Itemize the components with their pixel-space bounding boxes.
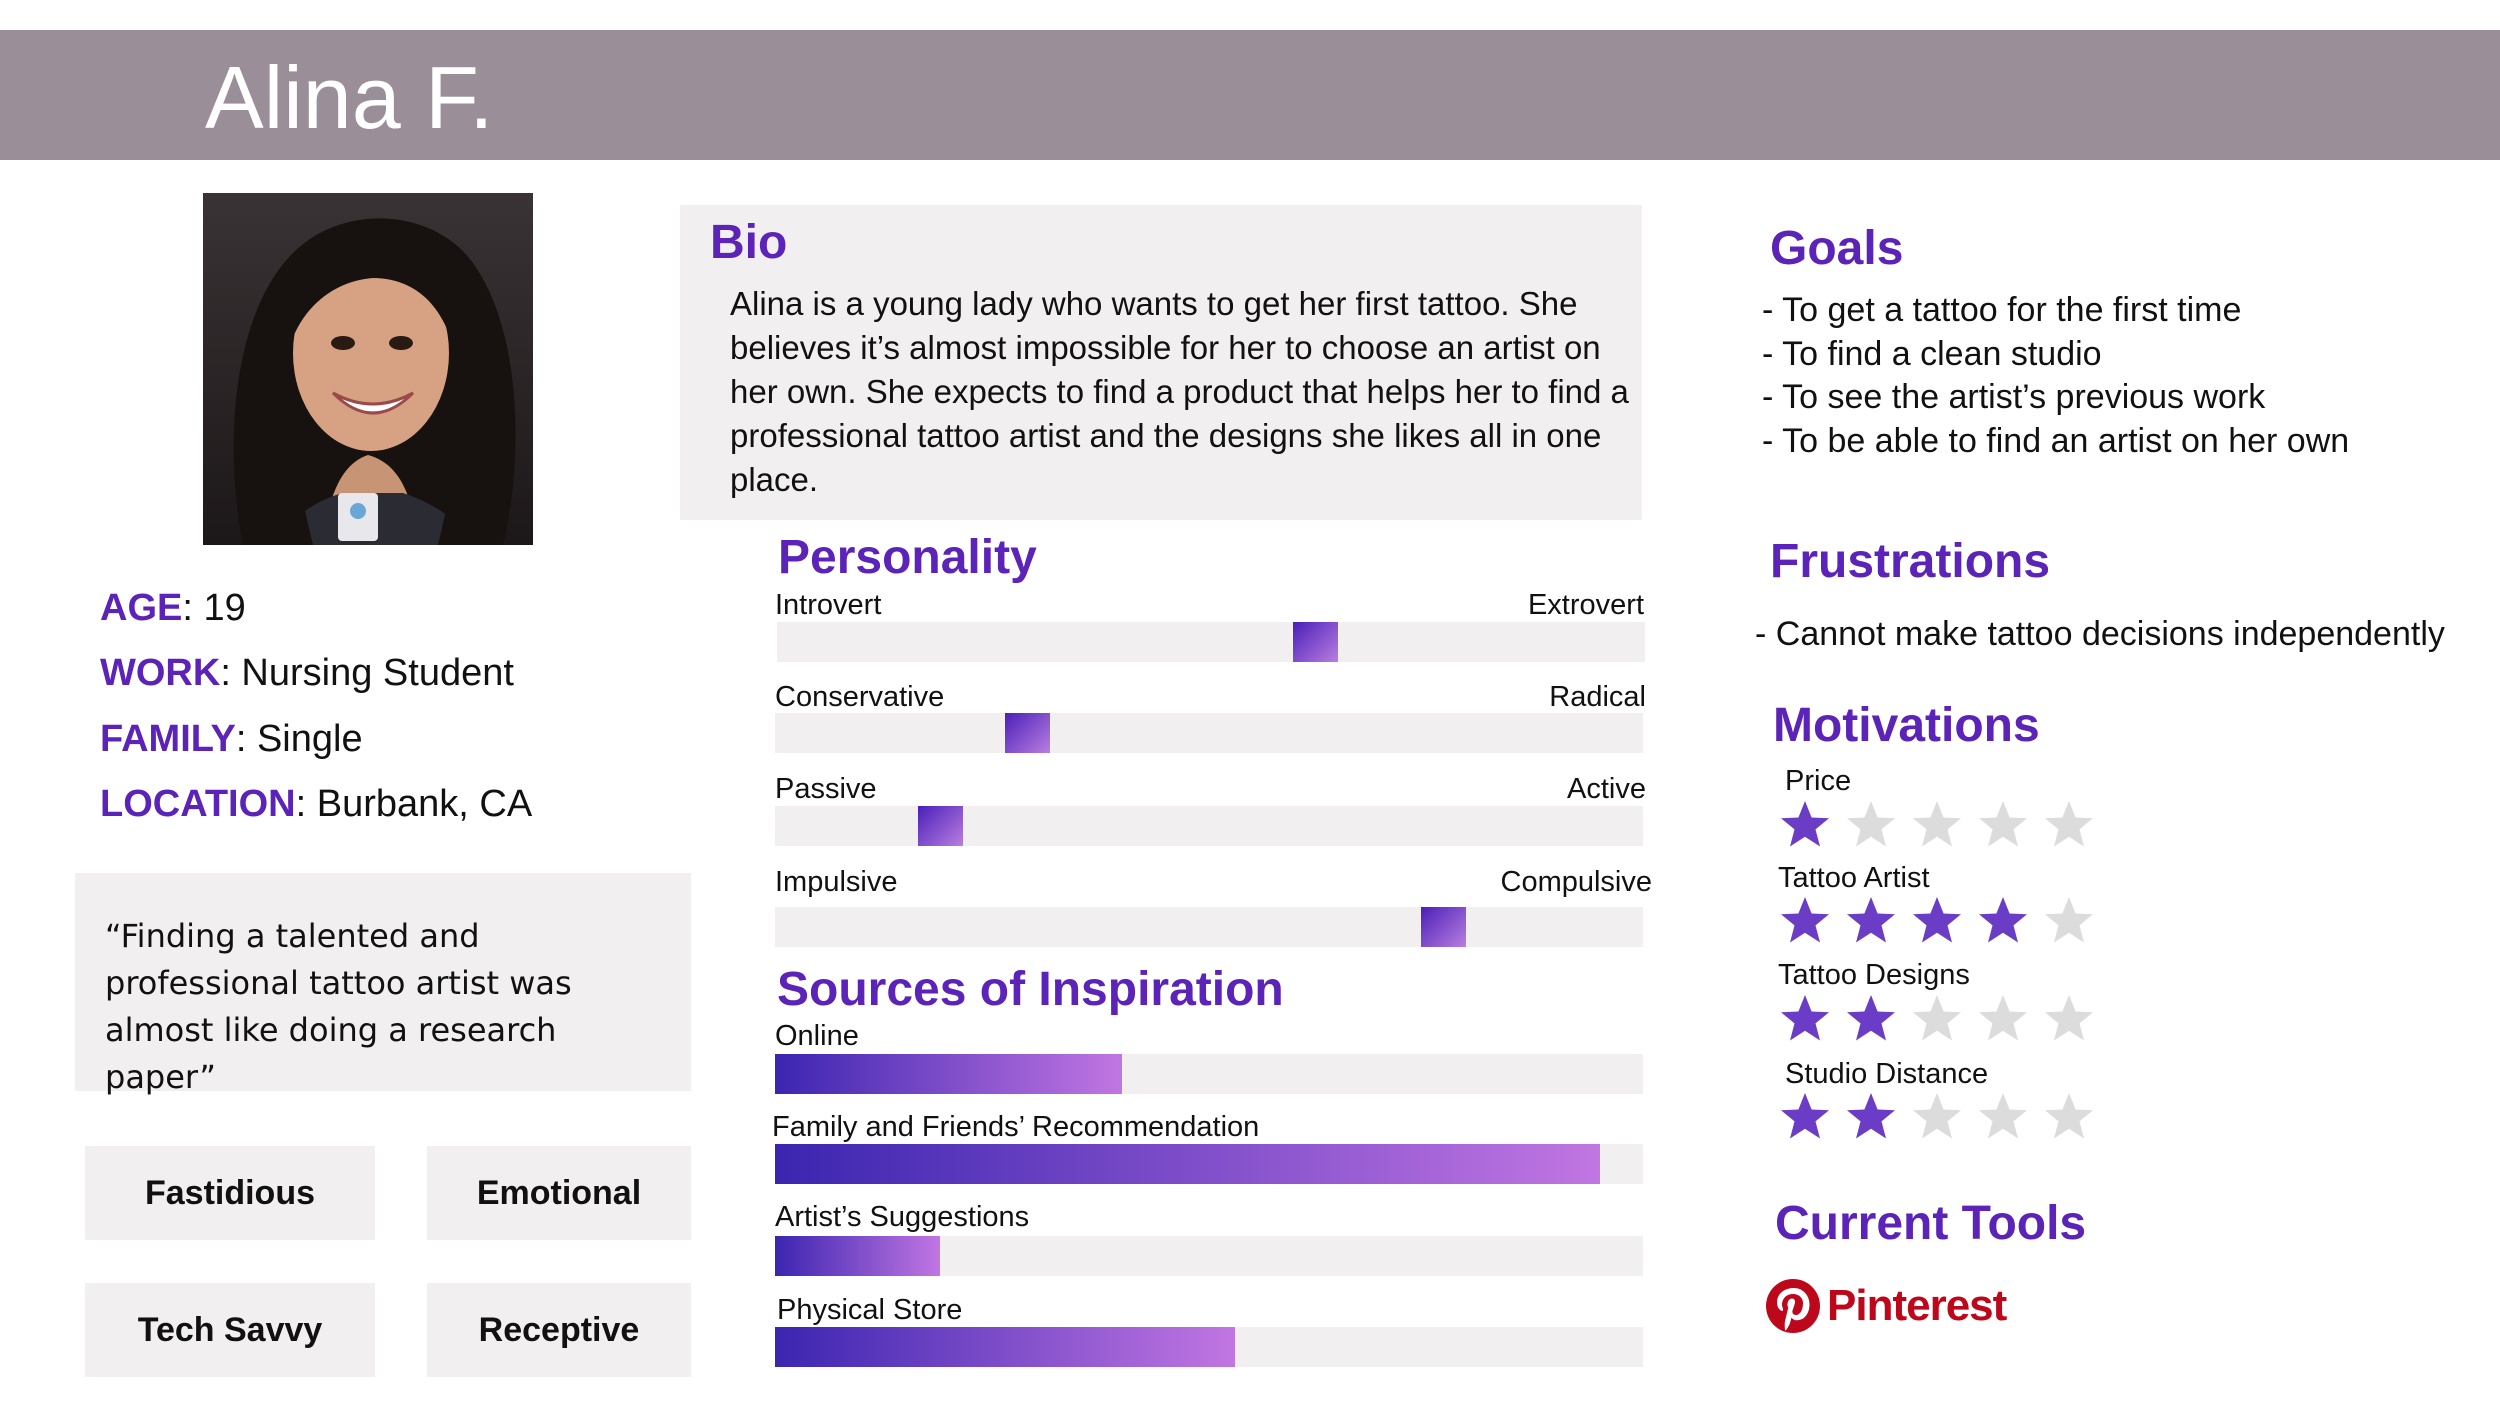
motivation-designs-label: Tattoo Designs: [1778, 959, 1970, 991]
personality-track: [775, 907, 1643, 947]
source-fill: [775, 1327, 1235, 1367]
demo-age-value: : 19: [182, 587, 246, 629]
source-online-label: Online: [775, 1020, 859, 1052]
persona-photo-illustration: [203, 193, 533, 545]
personality-thumb: [1293, 622, 1338, 662]
trait-receptive: Receptive: [427, 1283, 691, 1377]
star-filled-icon: [1910, 894, 1964, 948]
source-fill: [775, 1236, 940, 1276]
demo-age-key: AGE: [100, 587, 183, 629]
personality-thumb: [918, 806, 963, 846]
star-filled-icon: [1844, 992, 1898, 1046]
trait-tech-savvy: Tech Savvy: [85, 1283, 375, 1377]
motivation-artist-label: Tattoo Artist: [1778, 862, 1930, 894]
bio-text: Alina is a young lady who wants to get her first tattoo. She believes it’s almost impossible for her to choose an artist on her own. She expects to find a product that helps her to find a professional tattoo artist and the designs she likes all in one place.: [730, 285, 1629, 498]
source-fill: [775, 1144, 1600, 1184]
star-filled-icon: [1778, 992, 1832, 1046]
star-empty-icon: [1910, 1090, 1964, 1144]
star-empty-icon: [2042, 1090, 2096, 1144]
motivation-distance-label: Studio Distance: [1785, 1058, 1989, 1090]
star-empty-icon: [2042, 798, 2096, 852]
motivation-rating: [1778, 894, 2096, 948]
star-filled-icon: [1778, 1090, 1832, 1144]
scale-passive-label: Passive: [775, 773, 877, 805]
motivations-title: Motivations: [1773, 699, 2040, 752]
star-filled-icon: [1778, 798, 1832, 852]
star-empty-icon: [2042, 894, 2096, 948]
pinterest-wordmark: Pinterest: [1827, 1281, 2007, 1330]
demo-work-key: WORK: [100, 652, 221, 694]
personality-track: [775, 806, 1643, 846]
goal-item: - To see the artist’s previous work: [1762, 378, 2266, 416]
source-track: [775, 1144, 1643, 1184]
demo-work: [100, 650, 514, 696]
demo-location-key: LOCATION: [100, 783, 296, 825]
source-fill: [775, 1054, 1122, 1094]
tool-pinterest: [1765, 1278, 2006, 1334]
goal-item: - To be able to find an artist on her own: [1762, 422, 2350, 460]
quote-text: “Finding a talented and professional tattoo artist was almost like doing a research paper”: [105, 917, 572, 1096]
scale-introvert-label: Introvert: [775, 589, 882, 621]
source-artist-label: Artist’s Suggestions: [775, 1201, 1030, 1233]
scale-active-label: Active: [1567, 773, 1646, 805]
sources-title: Sources of Inspiration: [777, 963, 1284, 1016]
motivation-rating: [1778, 992, 2096, 1046]
star-filled-icon: [1976, 894, 2030, 948]
demo-family: [100, 716, 363, 762]
star-filled-icon: [1844, 894, 1898, 948]
persona-photo: [203, 193, 533, 545]
quote-box: [75, 873, 691, 1096]
demo-age: [100, 585, 246, 631]
personality-title: Personality: [778, 531, 1037, 584]
scale-compulsive-label: Compulsive: [1500, 866, 1652, 898]
scale-impulsive-label: Impulsive: [775, 866, 898, 898]
demo-work-value: : Nursing Student: [220, 652, 514, 694]
star-empty-icon: [1844, 798, 1898, 852]
scale-conservative-label: Conservative: [775, 681, 945, 713]
star-empty-icon: [1976, 798, 2030, 852]
goal-item: - To find a clean studio: [1762, 335, 2102, 373]
motivation-price-label: Price: [1785, 765, 1852, 797]
motivation-rating: [1778, 798, 2096, 852]
source-track: [775, 1054, 1643, 1094]
motivation-rating: [1778, 1090, 2096, 1144]
demo-location-value: : Burbank, CA: [295, 783, 533, 825]
source-store-label: Physical Store: [777, 1294, 963, 1326]
personality-thumb: [1005, 713, 1050, 753]
source-track: [775, 1327, 1643, 1367]
pinterest-logo-icon: [1765, 1278, 1821, 1334]
scale-radical-label: Radical: [1549, 681, 1646, 713]
persona-name: Alina F.: [205, 48, 494, 147]
star-empty-icon: [2042, 992, 2096, 1046]
personality-track: [775, 713, 1643, 753]
star-empty-icon: [1976, 992, 2030, 1046]
star-empty-icon: [1976, 1090, 2030, 1144]
demo-family-value: : Single: [235, 718, 363, 760]
personality-track: [777, 622, 1645, 662]
bio-title: Bio: [710, 216, 788, 269]
frustrations-title: Frustrations: [1770, 535, 2051, 588]
source-family-label: Family and Friends’ Recommendation: [772, 1111, 1260, 1143]
frustration-item: - Cannot make tattoo decisions independently: [1755, 615, 2445, 653]
trait-fastidious: Fastidious: [85, 1146, 375, 1240]
goal-item: - To get a tattoo for the first time: [1762, 291, 2242, 329]
demo-location: [100, 781, 532, 827]
star-empty-icon: [1910, 992, 1964, 1046]
demo-family-key: FAMILY: [100, 718, 236, 760]
star-empty-icon: [1910, 798, 1964, 852]
personality-thumb: [1421, 907, 1466, 947]
bio-box: [680, 205, 1642, 520]
source-track: [775, 1236, 1643, 1276]
trait-emotional: Emotional: [427, 1146, 691, 1240]
goals-title: Goals: [1770, 222, 1904, 275]
star-filled-icon: [1844, 1090, 1898, 1144]
tools-title: Current Tools: [1775, 1197, 2087, 1250]
scale-extrovert-label: Extrovert: [1527, 589, 1644, 621]
star-filled-icon: [1778, 894, 1832, 948]
